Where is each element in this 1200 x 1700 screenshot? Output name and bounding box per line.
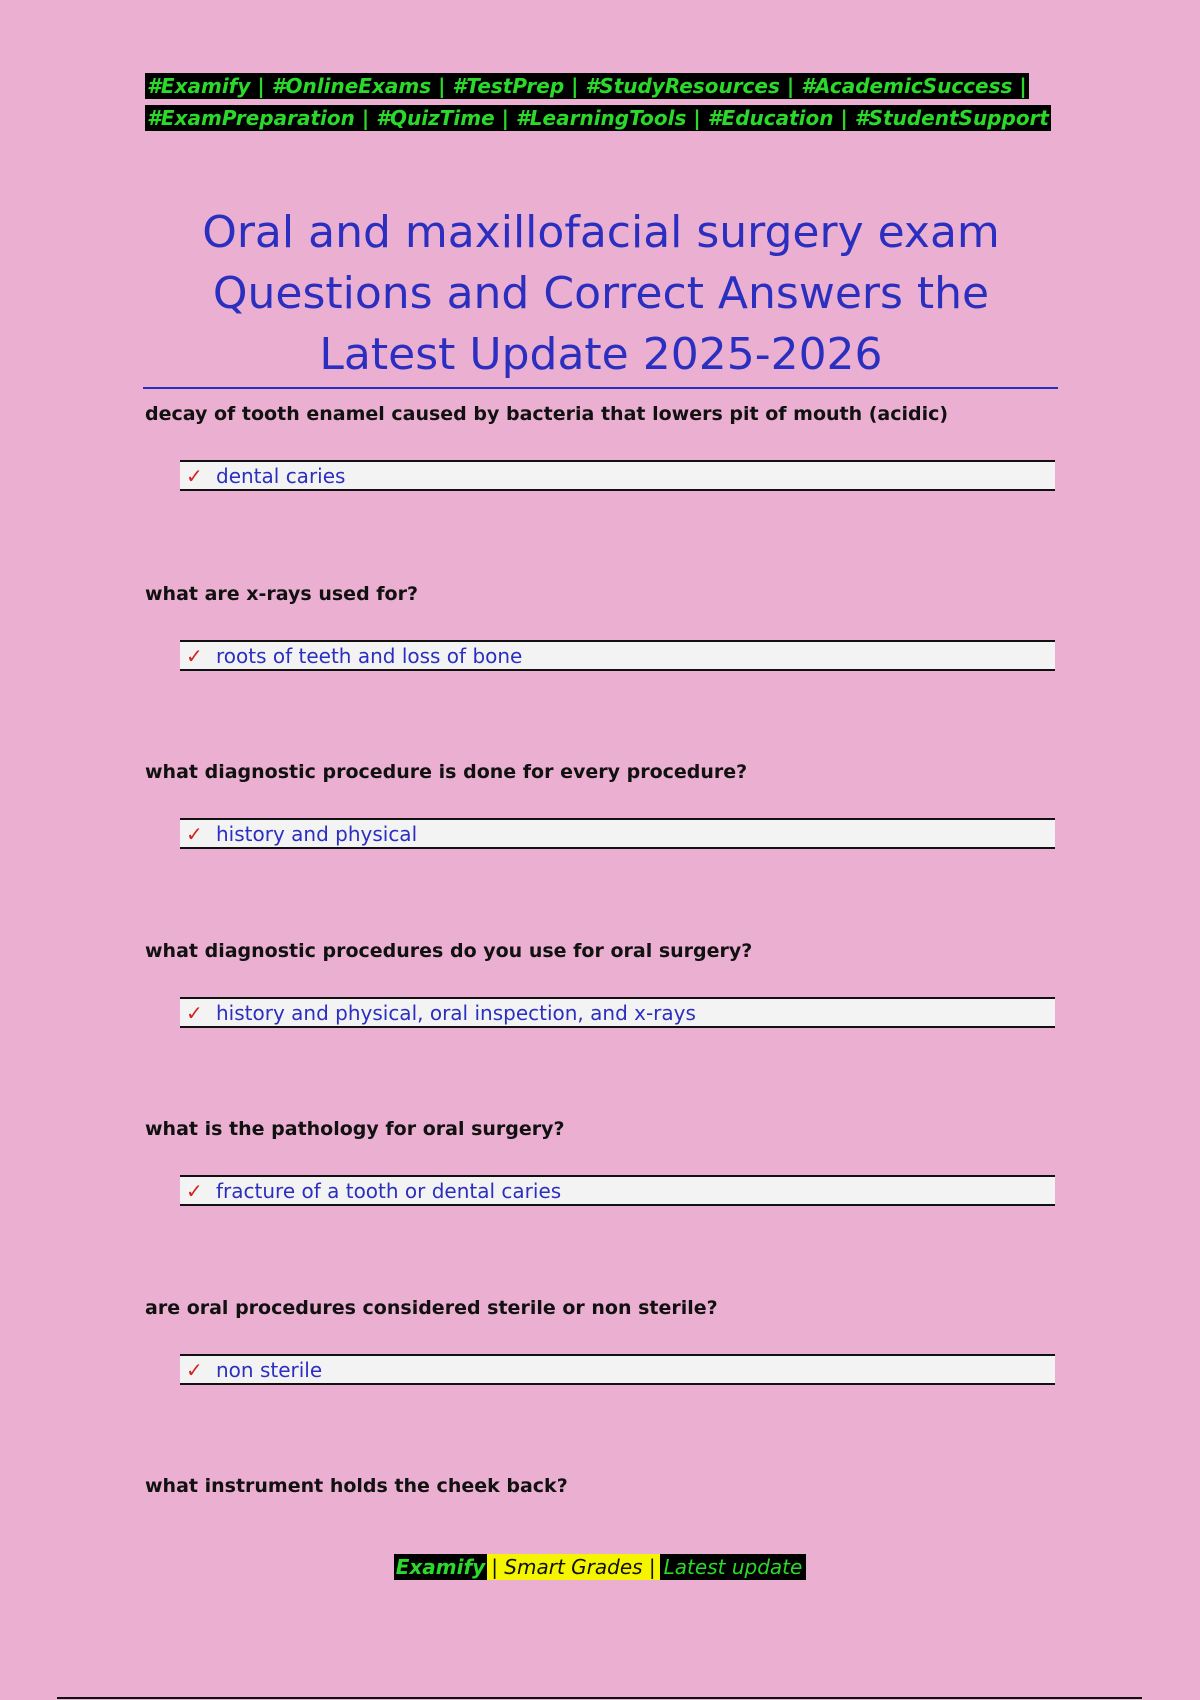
- answer-text: history and physical: [216, 821, 418, 846]
- answer-box: [180, 640, 1055, 671]
- title-line-3: Latest Update 2025-2026: [319, 329, 883, 380]
- hashtag-line-2: #ExamPreparation | #QuizTime | #LearningTools | #Education | #StudentSupport: [147, 106, 1049, 130]
- question-text: decay of tooth enamel caused by bacteria that lowers pit of mouth (acidic): [145, 403, 949, 425]
- qa-item: [145, 1475, 1060, 1497]
- footer-tags: [0, 1555, 1200, 1579]
- checkmark-icon: ✓: [186, 1178, 203, 1203]
- checkmark-icon: ✓: [186, 1000, 203, 1025]
- answer-text: dental caries: [216, 463, 346, 488]
- question-text: what is the pathology for oral surgery?: [145, 1118, 565, 1140]
- title-divider: [143, 387, 1058, 389]
- question-text: what diagnostic procedure is done for every procedure?: [145, 761, 748, 783]
- answer-text: roots of teeth and loss of bone: [216, 643, 523, 668]
- answer-text: fracture of a tooth or dental caries: [216, 1178, 562, 1203]
- document-title: [145, 202, 1057, 385]
- qa-item: [145, 583, 1060, 668]
- answer-text: non sterile: [216, 1357, 323, 1382]
- answer-box: [180, 818, 1055, 849]
- question-text: what diagnostic procedures do you use for oral surgery?: [145, 940, 753, 962]
- qa-item: [145, 940, 1060, 1025]
- hashtag-line-1: #Examify | #OnlineExams | #TestPrep | #StudyResources | #AcademicSuccess |: [147, 74, 1027, 98]
- checkmark-icon: ✓: [186, 643, 203, 668]
- checkmark-icon: ✓: [186, 463, 203, 488]
- answer-box: [180, 1175, 1055, 1206]
- footer-brand: Examify: [395, 1555, 486, 1579]
- qa-item: [145, 761, 1060, 846]
- header-hashtags: [145, 70, 1060, 134]
- answer-text: history and physical, oral inspection, and x-rays: [216, 1000, 696, 1025]
- answer-box: [180, 1354, 1055, 1385]
- qa-item: [145, 1297, 1060, 1382]
- title-line-1: Oral and maxillofacial surgery exam: [202, 207, 1000, 258]
- footer-middle: | Smart Grades |: [487, 1554, 659, 1580]
- qa-item: [145, 403, 1060, 488]
- page-bottom-rule: [57, 1697, 1142, 1699]
- question-text: are oral procedures considered sterile or non sterile?: [145, 1297, 718, 1319]
- title-line-2: Questions and Correct Answers the: [212, 268, 990, 319]
- checkmark-icon: ✓: [186, 1357, 203, 1382]
- question-text: what are x-rays used for?: [145, 583, 418, 605]
- footer-latest: Latest update: [660, 1554, 807, 1580]
- answer-box: [180, 460, 1055, 491]
- question-text: what instrument holds the cheek back?: [145, 1475, 568, 1497]
- qa-item: [145, 1118, 1060, 1203]
- answer-box: [180, 997, 1055, 1028]
- checkmark-icon: ✓: [186, 821, 203, 846]
